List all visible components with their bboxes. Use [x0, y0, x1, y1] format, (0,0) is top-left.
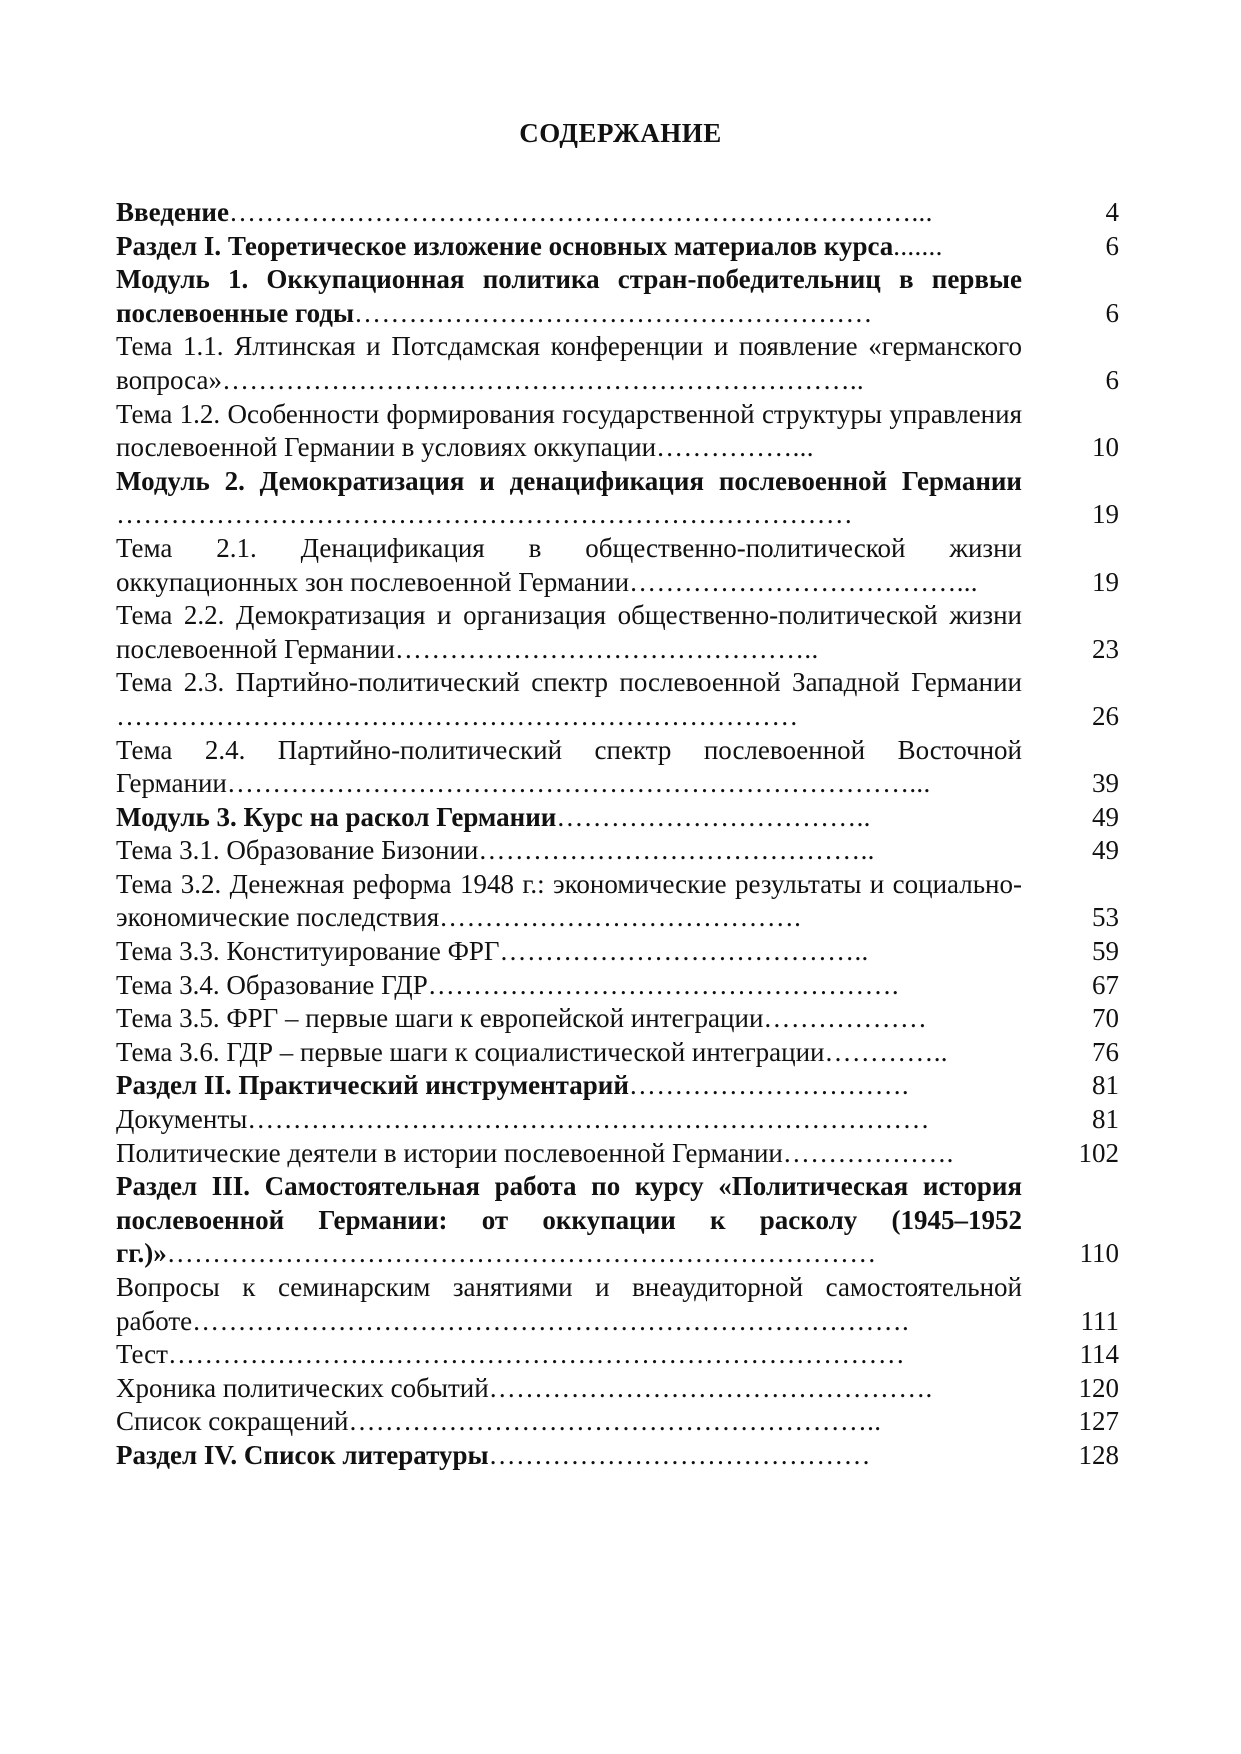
toc-entry[interactable]: [116, 196, 1122, 230]
toc-page-number: 23: [1092, 633, 1119, 664]
toc-entry-title: [116, 1338, 1022, 1372]
toc-entry-title: [116, 599, 1022, 666]
toc-entry-text: Тема 1.2. Особенности формирования государственной структуры управления послевоенной Германии в условиях оккупации: [116, 398, 1022, 463]
toc-leader-dots: ……………….: [782, 1137, 954, 1168]
toc-entry-text: Модуль 3. Курс на раскол Германии: [116, 801, 557, 832]
toc-page-number: 76: [1092, 1036, 1119, 1067]
toc-entry[interactable]: [116, 801, 1122, 835]
toc-leader-dots: …………………………………………………………………: [247, 1104, 930, 1135]
toc-entry-text: Тема 3.4. Образование ГДР: [116, 969, 428, 1000]
toc-page-number: 120: [1078, 1372, 1119, 1403]
toc-page-number: 4: [1105, 197, 1119, 227]
toc-entry-title: [116, 196, 1022, 230]
toc-leader-dots: ………………………………...: [629, 566, 978, 597]
toc-leader-dots: ………………………………………………………………………: [167, 1339, 906, 1370]
toc-entry-title: [116, 1036, 1022, 1070]
toc-entry-title: [116, 1372, 1022, 1406]
toc-entry-text: Тема 2.2. Демократизация и организация общественно-политической жизни послевоенной Германии: [116, 600, 1022, 664]
toc-entry[interactable]: [116, 330, 1122, 397]
toc-entry[interactable]: [116, 1036, 1122, 1070]
toc-entry-title: [116, 1002, 1022, 1036]
toc-entry-text: Тема 2.4. Партийно-политический спектр послевоенной Восточной Германии: [116, 734, 1022, 799]
toc-entry[interactable]: [116, 230, 1122, 264]
toc-page-number: 26: [1092, 700, 1119, 731]
toc-entry-title: [116, 666, 1022, 733]
toc-entry[interactable]: [116, 1170, 1122, 1271]
toc-leader-dots: ………………………….: [628, 1070, 909, 1101]
toc-page-number: 70: [1092, 1003, 1119, 1034]
toc-entry[interactable]: [116, 1002, 1122, 1036]
toc-entry-text: Модуль 1. Оккупационная политика стран-победительниц в первые послевоенные годы: [116, 264, 1022, 328]
toc-entry[interactable]: [116, 1372, 1122, 1406]
toc-entry-text: Тема 3.1. Образование Бизонии: [116, 835, 479, 866]
toc-page-number: 39: [1092, 768, 1119, 799]
toc-entry[interactable]: [116, 1137, 1122, 1171]
toc-entry-title: [116, 230, 1022, 264]
toc-entry[interactable]: [116, 599, 1122, 666]
toc-leader-dots: ……………………………..: [556, 801, 871, 832]
toc-entry-text: Тест: [116, 1339, 168, 1370]
toc-entry-title: [116, 1405, 1022, 1439]
toc-entry-title: [116, 1170, 1022, 1271]
toc-entry-title: [116, 1137, 1022, 1171]
toc-entry-title: [116, 330, 1022, 397]
toc-entry-title: [116, 263, 1022, 330]
toc-entry-text: Тема 2.1. Денацификация в общественно-политической жизни оккупационных зон послевоенной Германии: [116, 532, 1022, 597]
toc-entry-text: Модуль 2. Демократизация и денацификация послевоенной Германии: [116, 465, 1022, 496]
toc-page-number: 127: [1078, 1406, 1119, 1437]
toc-entry[interactable]: [116, 834, 1122, 868]
toc-entry-title: [116, 1069, 1022, 1103]
toc-entry-text: Документы: [116, 1104, 248, 1135]
toc-page-number: 111: [1080, 1305, 1119, 1336]
toc-entry-text: Хроника политических событий: [116, 1372, 489, 1403]
toc-page-number: 110: [1079, 1238, 1119, 1269]
toc-entry[interactable]: [116, 532, 1122, 599]
toc-entry[interactable]: [116, 1103, 1122, 1137]
toc-page-number: 6: [1105, 364, 1119, 395]
toc-entry[interactable]: [116, 1271, 1122, 1338]
toc-entry-title: [116, 1103, 1022, 1137]
toc-leader-dots: …………………………………..: [499, 936, 869, 967]
toc-page-number: 6: [1105, 230, 1119, 261]
toc-entry-title: [116, 834, 1022, 868]
toc-entry-title: [116, 868, 1022, 935]
toc-entry[interactable]: [116, 1338, 1122, 1372]
toc-page-number: 59: [1092, 936, 1119, 967]
toc-entry[interactable]: [116, 1069, 1122, 1103]
toc-leader-dots: …………………………………………………………………: [116, 700, 799, 731]
toc-entry[interactable]: [116, 935, 1122, 969]
toc-leader-dots: ……………………………………………………………..: [221, 364, 864, 395]
toc-entry-text: Список сокращений: [116, 1406, 349, 1437]
toc-entry-text: Тема 3.3. Конституирование ФРГ: [116, 936, 500, 967]
toc-leader-dots: …………………………………………………: [354, 297, 873, 328]
toc-leader-dots: ……………………………………………………………………: [166, 1238, 877, 1269]
toc-entry-text: Раздел III. Самостоятельная работа по курсу «Политическая история послевоенной Германии: от оккупации к расколу (1945–1952 гг.)»: [116, 1171, 1022, 1269]
toc-entry-title: [116, 734, 1022, 801]
toc-entry[interactable]: [116, 868, 1122, 935]
toc-entry-text: Политические деятели в истории послевоенной Германии: [116, 1137, 783, 1168]
toc-leader-dots: …………………………………………………………………….: [192, 1305, 910, 1336]
toc-page-number: 81: [1092, 1104, 1119, 1135]
toc-page-number: 49: [1092, 801, 1119, 832]
toc-entry-text: Тема 2.3. Партийно-политический спектр послевоенной Западной Германии: [116, 667, 1022, 698]
toc-entry-title: [116, 801, 1022, 835]
toc-page-number: 81: [1092, 1070, 1119, 1101]
toc-entry-text: Введение: [116, 197, 229, 227]
toc-entry-text: Раздел I. Теоретическое изложение основных материалов курса: [116, 230, 894, 261]
toc-page-number: 6: [1105, 297, 1119, 328]
toc-leader-dots: ……………...: [656, 432, 814, 463]
toc-entry[interactable]: [116, 263, 1122, 330]
toc-page-number: 67: [1092, 969, 1119, 1000]
toc-entry[interactable]: [116, 666, 1122, 733]
toc-entry-text: Вопросы к семинарским занятиями и внеаудиторной самостоятельной работе: [116, 1272, 1022, 1336]
toc-entry-title: [116, 465, 1022, 532]
toc-entry-text: Раздел II. Практический инструментарий: [116, 1070, 629, 1101]
toc-entry[interactable]: [116, 1405, 1122, 1439]
toc-entry-title: [116, 969, 1022, 1003]
toc-page-number: 114: [1079, 1339, 1119, 1370]
toc-leader-dots: ……………………………………..: [478, 835, 875, 866]
toc-entry[interactable]: [116, 1439, 1122, 1473]
toc-entry[interactable]: [116, 734, 1122, 801]
toc-leader-dots: ………………………………………………………………………: [116, 499, 854, 530]
toc-entry-title: [116, 1439, 1022, 1473]
toc-entry[interactable]: [116, 398, 1122, 465]
toc-leader-dots: ………………: [763, 1003, 928, 1034]
toc-entry-text: Раздел IV. Список литературы: [116, 1439, 489, 1470]
toc-entry[interactable]: [116, 969, 1122, 1003]
toc-entry-title: [116, 532, 1022, 599]
page-title: СОДЕРЖАНИЕ: [519, 118, 722, 148]
toc-page-number: 10: [1092, 432, 1119, 463]
toc-leader-dots: …………………………………………….: [427, 969, 899, 1000]
toc-page-number: 19: [1092, 499, 1119, 530]
toc-entry-text: Тема 3.5. ФРГ – первые шаги к европейской интеграции: [116, 1003, 764, 1034]
toc-leader-dots: ………………………………………….: [488, 1372, 933, 1403]
toc-leader-dots: …………………………………………………………………...: [226, 768, 931, 799]
toc-leader-dots: …………………………………………………………………...: [228, 197, 933, 227]
toc-entry-title: [116, 1271, 1022, 1338]
toc-page-number: 53: [1092, 902, 1119, 933]
toc-page-number: 128: [1078, 1439, 1119, 1470]
toc-leader-dots: …………………………………………………..: [348, 1406, 882, 1437]
toc-leader-dots: ………………………………………..: [394, 633, 819, 664]
toc-entry-title: [116, 398, 1022, 465]
table-of-contents: [116, 196, 1122, 1473]
toc-entry-title: [116, 935, 1022, 969]
toc-page-number: 102: [1078, 1137, 1119, 1168]
toc-leader-dots: …………..: [824, 1036, 948, 1067]
toc-page-number: 19: [1092, 566, 1119, 597]
toc-leader-dots: ………………………………….: [439, 902, 802, 933]
toc-leader-dots: .......: [893, 230, 943, 261]
toc-entry-text: Тема 1.1. Ялтинская и Потсдамская конференции и появление «германского вопроса»: [116, 331, 1022, 395]
toc-leader-dots: ……………………………………: [488, 1439, 871, 1470]
toc-page-number: 49: [1092, 835, 1119, 866]
toc-entry[interactable]: [116, 465, 1122, 532]
toc-entry-text: Тема 3.6. ГДР – первые шаги к социалистической интеграции: [116, 1036, 825, 1067]
toc-entry-text: Тема 3.2. Денежная реформа 1948 г.: экономические результаты и социально-экономические последствия: [116, 868, 1022, 933]
